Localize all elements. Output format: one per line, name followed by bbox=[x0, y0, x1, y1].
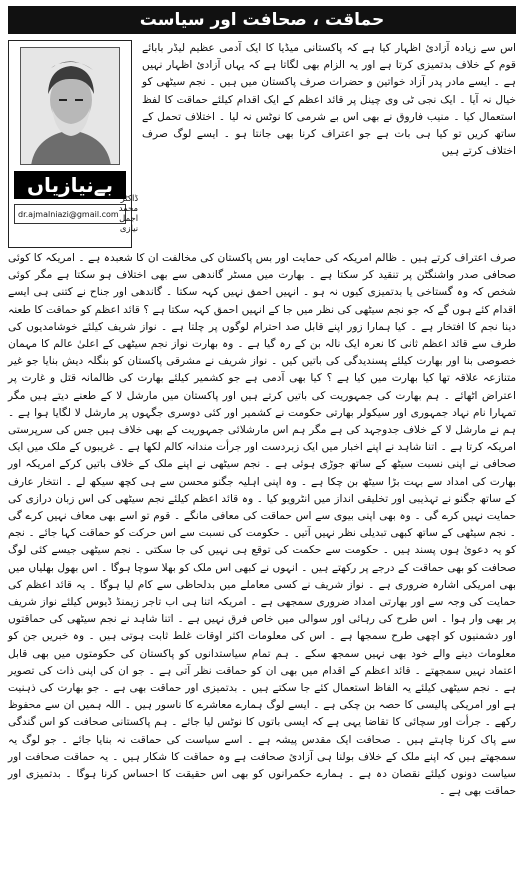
author-byline bbox=[14, 194, 139, 234]
lead-paragraph: اس سے زیادہ آزادیٔ اظہار کیا ہے کہ پاکستانی میڈیا کا ایک آدمی عظیم لیڈر بابائے قوم کے خلاف بدتمیزی کرتا ہے اور یہ الزام بھی لگاتا ہے کہ یہاں آزادیٔ اظہار نہیں ہے ۔ ایسے مادر پدر آزاد خواتین و حضرات صرف پاکستان میں ہیں ۔ نجم سیٹھی کو خیال نہ آیا ۔ ایک نجی ٹی وی چینل پر قائد اعظم کے ایک اقدام کیلئے حماقت کا لفظ استعمال کیا ۔ منیب فاروق نے بھی اس بے شرمی کا نوٹس نہ لیا ۔ اختلاف تحمل کے ساتھ کریں تو کیا ہی بات ہے جو اعتراف کرنا بھی جانتا ہو ۔ ایسے لوگ صرف اختلاف کرتے ہیں bbox=[142, 42, 516, 158]
headline-bar bbox=[8, 6, 516, 34]
column-header-box bbox=[8, 40, 139, 248]
article-body: صرف اعتراف کرتے ہیں ۔ ظالم امریکہ کی حمایت اور بس پاکستان کی مخالفت ان کا شعبدہ ہے ۔ امریکہ کا کوئی صحافی صدر واشنگٹن پر تنقید کر سکتا ہے ۔ بھارت میں مسٹر گاندھی سے بھی اختلاف ہو سکتا ہے مگر کوئی شخص کہ وہ گستاخی یا بدتمیزی کیوں نہ ہو ۔ انہیں احمق نہیں کہہ سکتا ۔ گاندھی اور جناح نے کتنی ہی ایسے اقدام کئے ہوں گے کہ جو نجم سیٹھی کی نظر میں جا کے انہیں احمق کہہ سکتا ہے ؟ قائد اعظم کو حماقت کا طعنہ دینا نجم کا افتخار ہے ۔ کیا ہمارا زور اپنے قابل صد احترام لوگوں پر چلتا ہے ۔ نواز شریف کیلئے خوشامدیوں کی طرف سے قائد اعظم ثانی کا نعرہ ایک نالہ بن کے رہ گیا ہے ۔ وہ بھارت نواز نجم سیٹھی کے اعلیٰ عالم کا مہمان خصوصی بنا اور بھارت کیلئے پسندیدگی کی باتیں کیں ۔ نواز شریف نے مشرقی پاکستان کو بنگلہ دیش بنایا جو غیر متنازعہ علاقہ تھا کیا بھارت میں کیا ہے ؟ کیا بھی آدمی ہے جو کشمیر کیلئے بھارت کی ظالمانہ قتل و غارت پر اعتراض اٹھائے ۔ ہم بھارت کی جمہوریت کی باتیں کرتے ہیں اور پاکستان میں مارشل لا کے طعنے دیتے ہیں مگر تمہارا نام نہاد جمہوری اور سیکولر بھارتی حکومت نے کشمیر اور کئی دوسری جگہوں پر مارشل لا لگایا ہوا ہے ۔ ہم نے مارشل لا کے خلاف جدوجہد کی ہے مگر ہم اس مارشلائی جمہوریت کے بھی خلاف ہیں جس کی سرپرستی امریکہ کرتا ہے ۔ اتنا شاہد نے اپنے اخبار میں ایک زبردست اور جرأت مندانہ کالم لکھا ہے ۔ غریبوں کے ملک میں ایک صحافی نے اپنی نسبت سیٹھ کے ساتھ جوڑی ہوئی ہے ۔ نجم سیٹھی نے اپنے ملک کے خلاف باتیں کرکے امریکہ اور بھارت کی امداد سے بہت بڑا سیٹھ بن چکا ہے ۔ وہ اپنی اہلیہ جگنو محسن سے ہی کچھ سیکھ لے ۔ انتخار عارف کے ساتھ جگنو نے تہذیبی اور تخلیقی انداز میں انٹرویو کیا ۔ وہ قائد اعظم کیلئے نجم سیٹھی کی اس زبان درازی کی حمایت نہیں کرے گی ۔ وہ بھی اپنی بیوی سے اس حماقت کی معافی مانگے ۔ قوم تو اسے بھی معاف نہیں کرے گی ۔ نجم سیٹھی کے ساتھ کبھی تبدیلی نظر نہیں آتیں ۔ حکومت کی نسبت سے اس حرکت کو حماقت کہا جائے ۔ نجم کو یہ دعویٰ ہوں پسند ہیں ۔ حکومت سے حکمت کی توقع ہی نہیں کی جا سکتی ۔ نجم سیٹھی جیسے کئی لوگ صحافت کو بھی حماقت کے درجے پر رکھتے ہیں ۔ انہوں نے کبھی اس ملک کو بھلا سوچا ہوگا ۔ اس بھول بھلیاں میں بھی امریکی اشارہ ضروری ہے ۔ نواز شریف نے کسی معاملے میں بدلحاظی سے کام لیا ہوگا ۔ یہ قائد اعظم کی حمایت کی وجہ سے اور بھارتی امداد ضروری سمجھی ہے ۔ امریکہ اتنا ہی اب تاجر زیمنڈ ڈیوس کیلئے نواز شریف پر بھی وار ہوا ۔ اس طرح کی رہائی اور سوالی میں خاص فرق نہیں ہے ۔ اتنا شاہد نے نجم سیٹھی کی حماقتوں اور دشمنیوں کو اچھی طرح سمجھا ہے ۔ اس کی معلومات اکثر اوقات غلط ثابت ہوتی ہیں ۔ وہ خبریں جن کو معلومات دینے والے خود بھی نہیں سمجھ سکے ۔ ہم تمام سیاستدانوں کو پاکستان کی حکومتوں میں بھی قابل اعتماد نہیں سمجھتے ۔ قائد اعظم کے اقدام میں بھی ان کو حماقت نظر آتی ہے ۔ جو ان کی اپنی ذات کی تصویر ہے ۔ نجم سیٹھی کیلئے یہ الفاظ استعمال کئے جا سکتے ہیں ۔ بدتمیزی اور حماقت بھی ہے ۔ جو بھارت کی ذہنیت ہے اور امریکی پالیسی کا حصہ بن چکی ہے ۔ ایسے لوگ ہمارے معاشرے کا ناسور ہیں ۔ اللہ ہمیں ان سے محفوظ رکھے ۔ جرأت اور سچائی کا تقاضا یہی ہے کہ ایسی باتوں کا نوٹس لیا جائے ۔ ہم پاکستانی صحافت کو اس گندگی سے پاک کرنا چاہتے ہیں ۔ صحافت ایک مقدس پیشہ ہے ۔ اسے سیاست کی حماقت نہ بنایا جائے ۔ جو لوگ یہ سمجھتے ہیں کہ اپنے ملک کے خلاف بولنا ہی آزادیٔ صحافت ہے وہ حماقت کا شکار ہیں ۔ یہ حماقت صحافت اور سیاست دونوں کیلئے نقصان دہ ہے ۔ ہمارے حکمرانوں کو بھی اس حقیقت کا احساس کرنا ہوگا ۔ بدتمیزی اور حماقت بھی ہے ۔ bbox=[8, 252, 516, 798]
author-photo bbox=[20, 47, 120, 165]
author-portrait-image bbox=[21, 48, 120, 165]
column-name: بےنیازیاں bbox=[14, 171, 126, 199]
author-name: ڈاکٹر محمد اجمل نیازی bbox=[118, 194, 139, 234]
author-email: dr.ajmalniazi@gmail.com bbox=[18, 209, 119, 219]
headline: حماقت ، صحافت اور سیاست bbox=[139, 10, 385, 30]
top-row bbox=[8, 40, 516, 248]
